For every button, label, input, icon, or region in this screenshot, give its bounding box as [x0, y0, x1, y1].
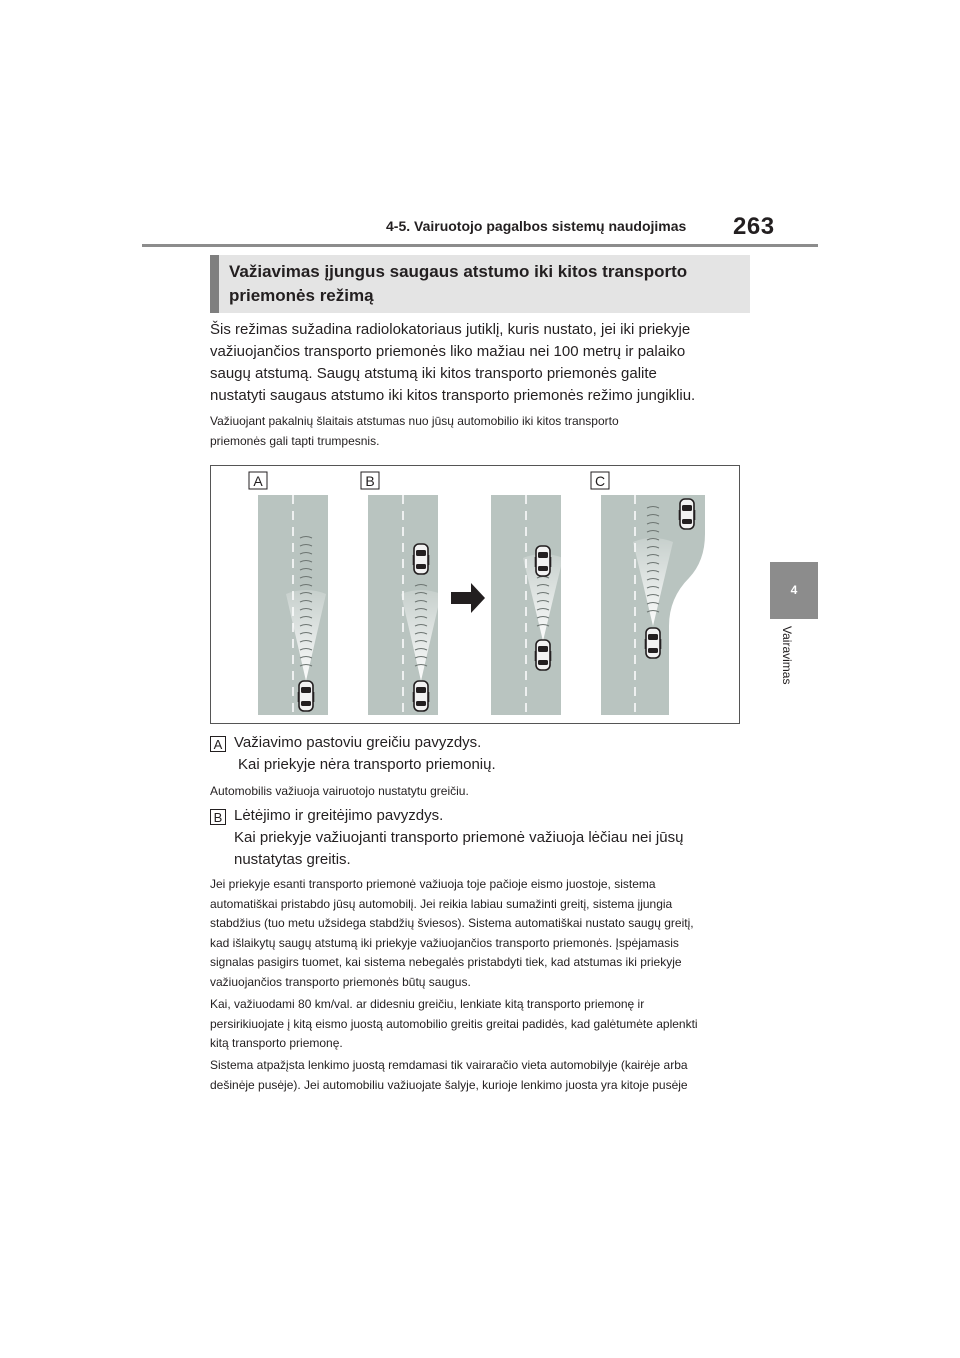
item-b-note-3: [210, 1056, 750, 1095]
distance-control-figure: [210, 465, 740, 724]
note-line: signalas pasigirs tuomet, kai sistema nebegalės pristabdyti tiek, kad atstumas iki priekyje: [210, 955, 682, 969]
item-a-text: [234, 732, 754, 776]
arrow-icon: [451, 583, 485, 613]
item-b-note-1: [210, 875, 750, 992]
item-b-line: Lėtėjimo ir greitėjimo pavyzdys.: [234, 807, 444, 824]
chapter-label-text: Vairavimas: [780, 626, 794, 685]
figure-label-c: C: [594, 473, 606, 489]
item-b-letter: B: [210, 809, 226, 825]
item-b-line: nustatytas greitis.: [234, 851, 351, 868]
road-b-following: [491, 495, 563, 715]
road-c: [601, 495, 705, 715]
chapter-label: [776, 626, 812, 716]
note-line: stabdžius (tuo metu užsidega stabdžių šviesos). Sistema automatiškai nustato saugų greitį,: [210, 916, 694, 930]
section-title: 4-5. Vairuotojo pagalbos sistemų naudojimas: [386, 218, 687, 234]
item-b-note-2: [210, 995, 750, 1054]
figure-label-a: A: [253, 473, 263, 489]
intro-line: nustatyti saugaus atstumo iki kitos transporto priemonės režimo jungikliu.: [210, 387, 696, 404]
section-heading: [210, 255, 750, 313]
figure-svg: [211, 466, 741, 725]
road-b: [368, 495, 441, 715]
note-line: kad išlaikytų saugų atstumą iki priekyje važiuojančios transporto priemonės. Įspėjamasis: [210, 935, 679, 950]
note-line: kitą transporto priemonę.: [210, 1036, 343, 1050]
note-line: Sistema atpažįsta lenkimo juostą remdamasi tik vairaračio vieta automobilyje (kairėje arba: [210, 1058, 688, 1072]
chapter-tab: 4: [770, 562, 818, 619]
figure-label-b: B: [365, 473, 375, 489]
note-line: Važiuojant pakalnių šlaitais atstumas nuo jūsų automobilio iki kitos transporto: [210, 414, 619, 428]
note-line: Jei priekyje esanti transporto priemonė važiuoja toje pačioje eismo juostoje, sistema: [210, 877, 656, 891]
note-line: persirikiuojate į kitą eismo juostą automobilio greitis greitai padidės, kad galėtumėte aplenkti: [210, 1016, 698, 1031]
note-line: priemonės gali tapti trumpesnis.: [210, 434, 380, 448]
note-line: automatiškai pristabdo jūsų automobilį. Jei reikia labiau sumažinti greitį, sistema įjungia: [210, 896, 673, 911]
section-heading-text: Važiavimas įjungus saugaus atstumo iki kitos transporto priemonės režimą: [229, 262, 688, 305]
intro-line: Šis režimas sužadina radiolokatoriaus jutiklį, kuris nustato, jei iki priekyje: [210, 321, 691, 338]
note-line: dešinėje pusėje). Jei automobiliu važiuojate šalyje, kurioje lenkimo juosta yra kitoje pusėje: [210, 1077, 688, 1092]
item-b-line: Kai priekyje važiuojanti transporto priemonė važiuoja lėčiau nei jūsų: [234, 829, 684, 846]
note-line: važiuojančios transporto priemonės būtų saugus.: [210, 974, 471, 989]
slope-note: [210, 411, 750, 451]
item-a-line: Važiavimo pastoviu greičiu pavyzdys.: [234, 734, 482, 751]
road-a: [258, 495, 328, 715]
item-a-letter: A: [210, 736, 226, 752]
page-number: 263: [733, 213, 775, 240]
item-a-note: Automobilis važiuoja vairuotojo nustatytu greičiu.: [210, 784, 469, 798]
header-rule: [142, 244, 818, 247]
item-a-marker: [210, 736, 226, 754]
note-line: Kai, važiuodami 80 km/val. ar didesniu greičiu, lenkiate kitą transporto priemonę ir: [210, 997, 645, 1011]
intro-line: važiuojančios transporto priemonės liko mažiau nei 100 metrų ir palaiko: [210, 343, 686, 360]
item-b-text: [234, 805, 754, 871]
item-a-line: Kai priekyje nėra transporto priemonių.: [238, 756, 496, 773]
item-b-marker: [210, 809, 226, 827]
intro-paragraph: [210, 319, 750, 407]
intro-line: saugų atstumą. Saugų atstumą iki kitos transporto priemonės galite: [210, 365, 657, 382]
